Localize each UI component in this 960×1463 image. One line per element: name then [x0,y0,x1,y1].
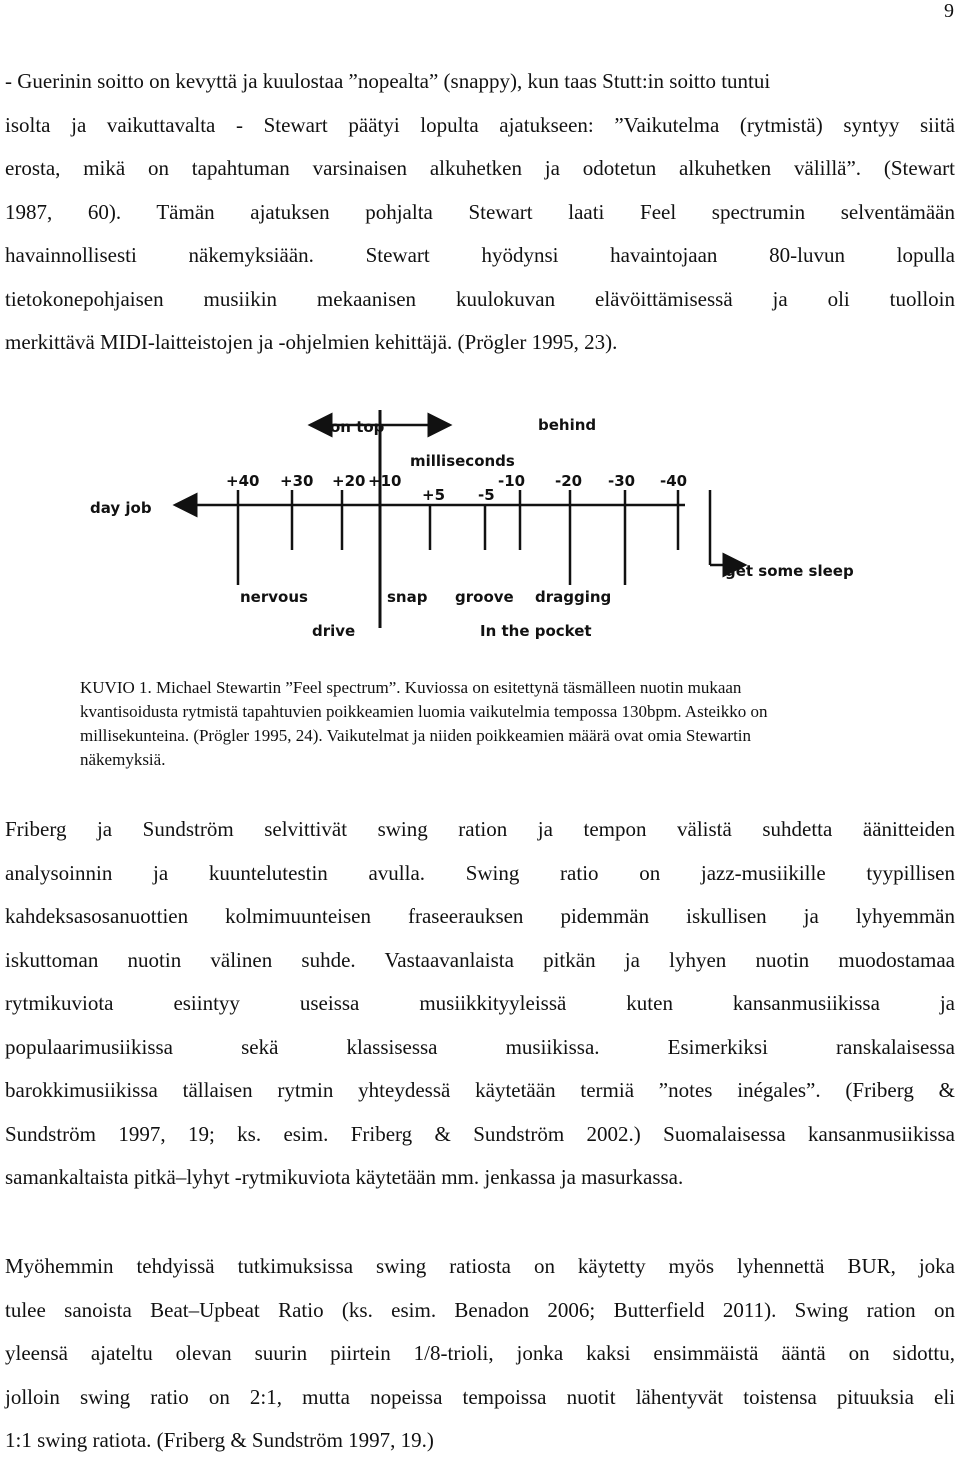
text-line: tietokonepohjaisen musiikin mekaanisen kuulokuvan elävöittämisessä ja oli tuolloin [5,286,955,311]
tick-label: +30 [280,472,314,490]
text-line: yleensä ajateltu olevan suurin piirtein 1/8-trioli, jonka kaksi ensimmäistä ääntä on sidottu, [5,1341,955,1365]
tick-label: -20 [555,472,583,490]
tick-label: -30 [608,472,636,490]
text-line: rytmikuviota esiintyy useissa musiikkityyleissä kuten kansanmusiikissa ja [5,991,955,1015]
caption-line: näkemyksiä. [80,750,166,769]
text-line: Myöhemmin tehdyissä tutkimuksissa swing ratiosta on käytetty myös lyhennettä BUR, joka [5,1254,955,1278]
label-on-top: on top [330,418,385,436]
tick-label: -5 [478,486,495,504]
tick-label: -10 [498,472,526,490]
feel-spectrum-diagram [80,400,854,660]
text-line: populaarimusiikissa sekä klassisessa musiikissa. Esimerkiksi ranskalaisessa [5,1034,955,1059]
label-nervous: nervous [240,588,308,606]
text-line: tulee sanoista Beat–Upbeat Ratio (ks. esim. Benadon 2006; Butterfield 2011). Swing ration on [5,1297,955,1322]
paragraph-bur [5,1245,955,1463]
text-line: barokkimusiikissa tällaisen rytmin yhteydessä käytetään termiä ”notes inégales”. (Friberg & [5,1078,955,1102]
tick-label: +5 [422,486,446,504]
text-line: havainnollisesti näkemyksiään. Stewart hyödynsi havaintojaan 80-luvun lopulla [5,243,955,267]
label-snap: snap [387,588,428,606]
text-line: erosta, mikä on tapahtuman varsinaisen alkuhetken ja odotetun alkuhetken välillä”. (Stewart [5,156,955,180]
text-line: kahdeksasosanuottien kolmimuunteisen fraseerauksen pidemmän iskullisen ja lyhyemmän [5,904,955,928]
page-number: 9 [944,0,954,22]
label-in-the-pocket: In the pocket [480,622,592,640]
label-dragging: dragging [535,588,612,606]
text-line: Sundström 1997, 19; ks. esim. Friberg & Sundström 2002.) Suomalaisessa kansanmusiikissa [5,1121,955,1146]
text-line: analysoinnin ja kuuntelutestin avulla. Swing ratio on jazz-musiikille tyypillisen [5,860,955,885]
caption-line: millisekunteina. (Prögler 1995, 24). Vaikutelmat ja niiden poikkeamien määrä ovat omia Stewartin [80,726,752,745]
text-line: merkittävä MIDI-laitteistojen ja -ohjelmien kehittäjä. (Prögler 1995, 23). [5,330,618,354]
label-milliseconds: milliseconds [410,452,515,470]
label-groove: groove [455,588,514,606]
label-behind: behind [538,416,597,434]
text-line: 1987, 60). Tämän ajatuksen pohjalta Stewart laati Feel spectrumin selventämään [5,199,955,224]
tick-label: +20 [332,472,366,490]
text-line: Friberg ja Sundström selvittivät swing ration ja tempon välistä suhdetta äänitteiden [5,817,955,841]
tick-label: +10 [368,472,402,490]
figure-caption [80,676,940,772]
caption-line: KUVIO 1. Michael Stewartin ”Feel spectrum”. Kuviossa on esitettynä täsmälleen nuotin mukaan [80,678,742,697]
text-line: jolloin swing ratio on 2:1, mutta nopeissa tempoissa nuotit lähentyvät toistensa pituuksia eli [5,1384,955,1409]
label-get-some-sleep: get some sleep [725,562,854,580]
feel-spectrum-figure [80,400,854,660]
paragraph-swing-ratio [5,808,955,1200]
text-line: isolta ja vaikuttavalta - Stewart päätyi lopulta ajatukseen: ”Vaikutelma (rytmistä) syntyy siitä [5,112,955,137]
text-line: 1:1 swing ratiota. (Friberg & Sundström 1997, 19.) [5,1428,434,1452]
text-line: samankaltaista pitkä–lyhyt -rytmikuviota käytetään mm. jenkassa ja masurkassa. [5,1165,684,1189]
text-line: iskuttoman nuotin välinen suhde. Vastaavanlaista pitkän ja lyhyen nuotin muodostamaa [5,947,955,972]
paragraph-stewart [5,60,955,365]
caption-line: kvantisoidusta rytmistä tapahtuvien poikkeamien luomia vaikutelmia tempossa 130bpm. Asteikko on [80,702,768,721]
label-day-job: day job [90,499,152,517]
text-line: - Guerinin soitto on kevyttä ja kuulostaa ”nopealta” (snappy), kun taas Stutt:in soitto tuntui [5,69,771,93]
label-drive: drive [312,622,356,640]
tick-label: +40 [226,472,260,490]
tick-label: -40 [660,472,688,490]
